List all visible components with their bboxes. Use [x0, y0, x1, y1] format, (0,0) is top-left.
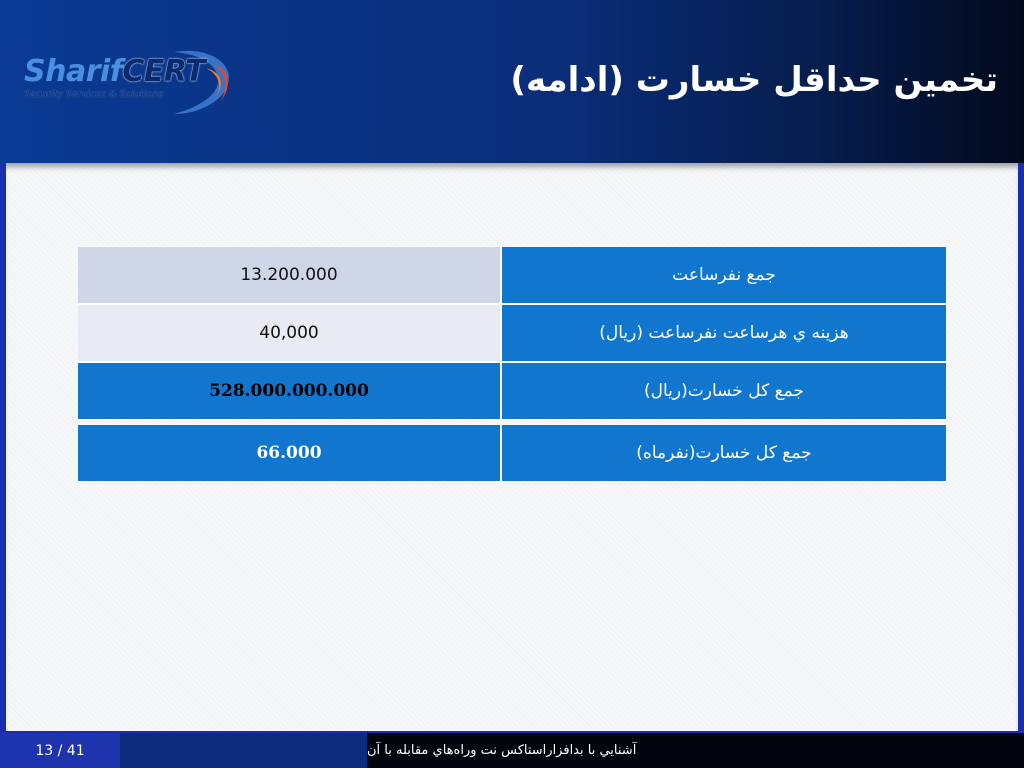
page-number: 13 / 41 [0, 733, 120, 768]
label-text: جمع كل خسارت(نفرماه) [636, 443, 812, 463]
table-row [78, 363, 946, 421]
table-row [78, 247, 946, 305]
label-text: جمع كل خسارت(ريال) [644, 381, 804, 401]
slide-footer [0, 733, 1024, 768]
table-row [78, 425, 946, 483]
table-cell-label [502, 305, 946, 363]
logo-word-cert: CERT [122, 54, 206, 89]
table-row [78, 305, 946, 363]
table-cell-label [502, 363, 946, 421]
value-text: 66.000 [256, 443, 322, 463]
table-cell-value [78, 363, 502, 421]
slide-title: تخمين حداقل خسارت (ادامه) [510, 60, 998, 100]
footer-caption: آشنايي با بدافزاراستاكس نت وراه‌هاي مقابله با آن [367, 733, 1024, 768]
damage-estimate-table [78, 247, 946, 483]
table-cell-label [502, 425, 946, 483]
value-text: 40,000 [259, 323, 319, 343]
label-text: جمع نفرساعت [672, 265, 776, 285]
table-cell-value [78, 247, 502, 305]
table-cell-label [502, 247, 946, 305]
slide-header [0, 0, 1024, 163]
logo-word-sharif: Sharif [24, 54, 123, 89]
value-text: 528.000.000.000 [209, 381, 369, 401]
footer-divider-band [120, 733, 367, 768]
table-cell-value [78, 305, 502, 363]
logo-tagline: Security Services & Solutions [24, 89, 164, 100]
value-text: 13.200.000 [240, 265, 338, 285]
sharifcert-logo [20, 44, 235, 116]
label-text: هزينه ي هرساعت نفرساعت (ريال) [599, 323, 849, 343]
slide-content [6, 163, 1018, 731]
table-cell-value [78, 425, 502, 483]
logo-wordmark [24, 54, 205, 89]
